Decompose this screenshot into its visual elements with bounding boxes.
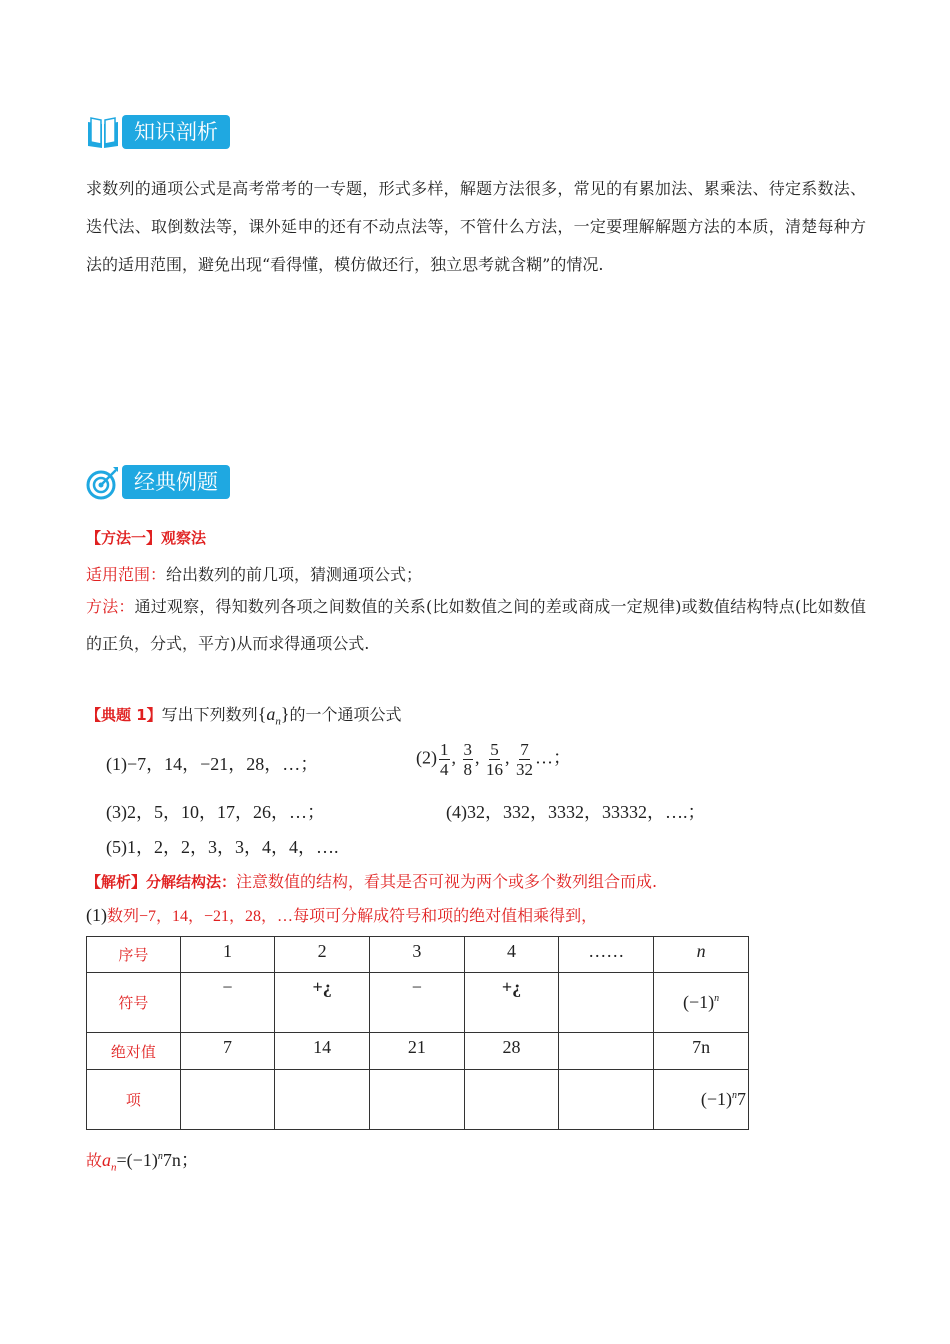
row-header: 序号	[87, 937, 181, 973]
example-label: 【典题 1】	[86, 706, 162, 724]
scope-label: 适用范围：	[86, 565, 167, 584]
method-text: 通过观察，得知数列各项之间数值的关系(比如数值之间的差或商成一定规律)或数值结构特点(比如数值的正负，分式，平方)从而求得通项公式.	[86, 597, 866, 653]
section-heading-examples	[86, 462, 230, 502]
table-row: 符号 − +¿ − +¿ $(-1)^n$	[87, 973, 749, 1033]
open-book-icon	[86, 114, 120, 150]
target-dart-icon	[86, 464, 120, 500]
row-header: 符号	[87, 973, 181, 1033]
item-1: (1)−7，14，−21，28，…；	[106, 754, 319, 774]
solution-label: 【解析】	[86, 873, 147, 891]
item-4: (4)32，332，3332，33332，….；	[446, 802, 706, 822]
fraction: $\frac{7}{32}$	[516, 740, 533, 779]
example-title	[86, 702, 401, 728]
item-5: (5)1，2，2，3，3，4，4，….	[106, 837, 339, 857]
scope-text: 给出数列的前几项，猜测通项公式；	[166, 565, 423, 584]
row-header: 绝对值	[87, 1033, 181, 1070]
section-heading-knowledge	[86, 112, 230, 152]
table-row: 序号 1 2 3 4 …… n	[87, 937, 749, 973]
scope-line	[86, 562, 422, 585]
part1-seq: 数列−7，14，−21，28，…	[107, 908, 294, 925]
fraction: $\frac{3}{8}$	[463, 740, 472, 779]
table-row: 项 $(-1)^n7$	[87, 1070, 749, 1130]
solution-line	[86, 869, 657, 892]
example-text-a: 写出下列数列	[161, 705, 258, 724]
part1-line: (1)数列−7，14，−21，28，…每项可分解成符号和项的绝对值相乘得到，	[86, 905, 598, 925]
decomposition-table	[86, 936, 749, 1130]
item-2: (2) $\frac{1}{4}$ , $\frac{3}{8}$ , $\frac{5}{16}$ , $\frac{7}{32}$ …；	[416, 740, 571, 779]
part1-text: 每项可分解成符号和项的绝对值相乘得到，	[293, 906, 598, 925]
section-title: 经典例题	[122, 465, 230, 499]
table-row: 绝对值 7 14 21 28 7n	[87, 1033, 749, 1070]
intro-paragraph: 求数列的通项公式是高考常考的一专题，形式多样，解题方法很多，常见的有累加法、累乘法、待定系数法、迭代法、取倒数法等，课外延申的还有不动点法等，不管什么方法，一定要理解解题方法的本质，清楚每种方法的适用范围，避免出现“看得懂，模仿做还行，独立思考就含糊”的情况.	[86, 179, 866, 274]
fraction: $\frac{5}{16}$	[486, 740, 503, 779]
fraction: $\frac{1}{4}$	[440, 740, 449, 779]
solution-method: 分解结构法：	[146, 873, 237, 891]
method-label: 方法：	[86, 597, 135, 616]
row-header: 项	[87, 1070, 181, 1130]
solution-text: 注意数值的结构，看其是否可视为两个或多个数列组合而成.	[236, 872, 658, 891]
sequence-symbol: $\{a_n\}$	[257, 704, 290, 728]
item-3: (3)2，5，10，17，26，…；	[106, 802, 325, 822]
method-paragraph	[86, 588, 866, 662]
example-text-b: 的一个通项公式	[289, 705, 402, 724]
conclusion-line: 故$a_n=(-1)^n7n$；	[86, 1150, 199, 1174]
method-title: 【方法一】观察法	[86, 529, 207, 547]
section-title: 知识剖析	[122, 115, 230, 149]
